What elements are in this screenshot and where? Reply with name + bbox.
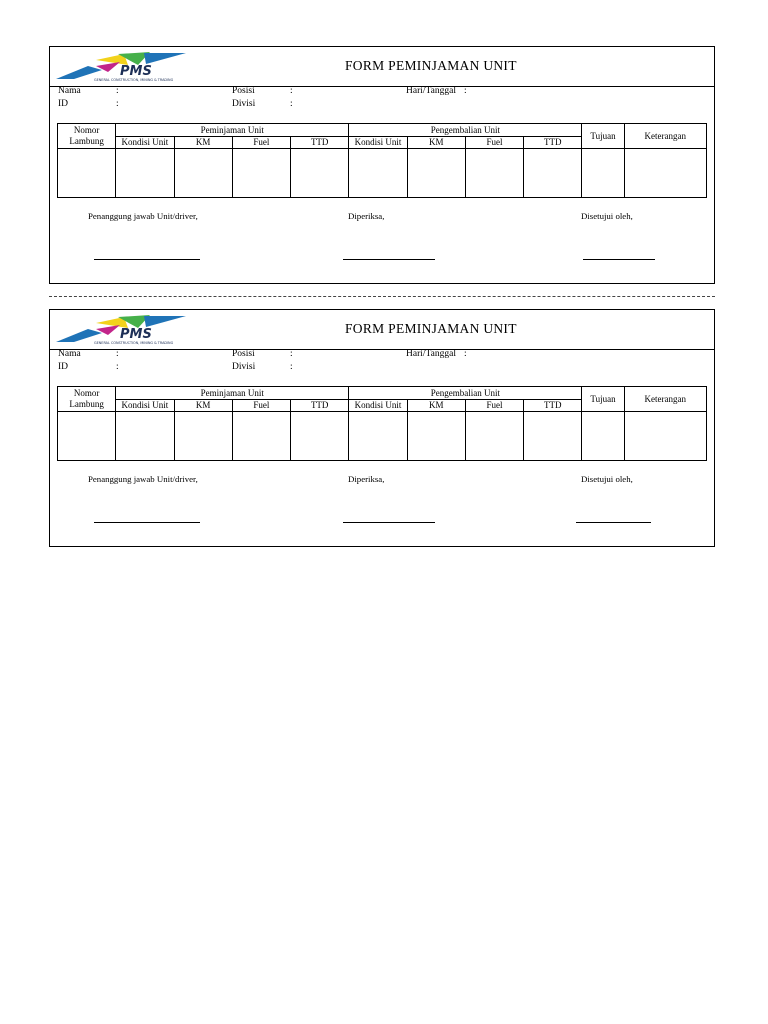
id-colon: : xyxy=(116,362,119,372)
purpose-cell[interactable] xyxy=(582,412,624,461)
loan-header: Peminjaman Unit xyxy=(116,124,349,137)
date-label: Hari/Tanggal xyxy=(406,86,456,96)
return-signature-header: TTD xyxy=(524,400,582,412)
date-colon: : xyxy=(464,86,467,96)
loan-signature-cell[interactable] xyxy=(291,149,349,198)
return-signature-cell[interactable] xyxy=(524,412,582,461)
id-label: ID xyxy=(58,99,69,109)
loan-header: Peminjaman Unit xyxy=(116,387,349,400)
division-label: Divisi xyxy=(232,99,256,109)
hull-number-cell[interactable] xyxy=(58,149,116,198)
driver-signature-line xyxy=(94,259,200,260)
loan-km-header: KM xyxy=(174,400,232,412)
form-title: FORM PEMINJAMAN UNIT xyxy=(345,321,517,336)
loan-fuel-cell[interactable] xyxy=(232,412,290,461)
driver-signature-label: Penanggung jawab Unit/driver, xyxy=(88,211,198,221)
notes-header: Keterangan xyxy=(624,124,706,149)
return-fuel-header: Fuel xyxy=(465,137,523,149)
loan-signature-header: TTD xyxy=(291,137,349,149)
return-signature-header: TTD xyxy=(524,137,582,149)
return-km-header: KM xyxy=(407,137,465,149)
name-colon: : xyxy=(116,86,119,96)
loan-table xyxy=(57,123,707,198)
checked-by-signature-line xyxy=(343,522,435,523)
checked-by-label: Diperiksa, xyxy=(348,474,385,484)
return-fuel-header: Fuel xyxy=(465,400,523,412)
position-colon: : xyxy=(290,349,293,359)
name-colon: : xyxy=(116,349,119,359)
name-label: Nama xyxy=(58,86,81,96)
id-colon: : xyxy=(116,99,119,109)
svg-text:GENERAL CONSTRUCTION, MINING &: GENERAL CONSTRUCTION, MINING & TRADING xyxy=(94,341,174,345)
loan-signature-header: TTD xyxy=(291,400,349,412)
approved-by-signature-line xyxy=(583,259,655,260)
loan-km-cell[interactable] xyxy=(174,149,232,198)
loan-form xyxy=(49,309,715,547)
loan-condition-header: Kondisi Unit xyxy=(116,137,174,149)
id-label: ID xyxy=(58,362,69,372)
loan-form xyxy=(49,46,715,284)
return-km-header: KM xyxy=(407,400,465,412)
division-label: Divisi xyxy=(232,362,256,372)
purpose-header: Tujuan xyxy=(582,124,624,149)
hull-number-header: Nomor Lambung xyxy=(58,387,116,412)
date-label: Hari/Tanggal xyxy=(406,349,456,359)
division-colon: : xyxy=(290,99,293,109)
position-label: Posisi xyxy=(232,86,255,96)
svg-text:PMS: PMS xyxy=(120,327,152,342)
driver-signature-line xyxy=(94,522,200,523)
return-condition-cell[interactable] xyxy=(349,149,407,198)
return-condition-header: Kondisi Unit xyxy=(349,400,407,412)
checked-by-label: Diperiksa, xyxy=(348,211,385,221)
loan-condition-cell[interactable] xyxy=(116,412,174,461)
form-header xyxy=(50,47,714,87)
return-fuel-cell[interactable] xyxy=(465,149,523,198)
return-km-cell[interactable] xyxy=(407,412,465,461)
cut-line xyxy=(49,296,715,297)
loan-signature-cell[interactable] xyxy=(291,412,349,461)
position-colon: : xyxy=(290,86,293,96)
return-header: Pengembalian Unit xyxy=(349,387,582,400)
notes-header: Keterangan xyxy=(624,387,706,412)
loan-fuel-cell[interactable] xyxy=(232,149,290,198)
return-signature-cell[interactable] xyxy=(524,149,582,198)
return-km-cell[interactable] xyxy=(407,149,465,198)
svg-text:PMS: PMS xyxy=(120,64,152,79)
form-header xyxy=(50,310,714,350)
svg-text:GENERAL CONSTRUCTION, MINING &: GENERAL CONSTRUCTION, MINING & TRADING xyxy=(94,78,174,82)
driver-signature-label: Penanggung jawab Unit/driver, xyxy=(88,474,198,484)
loan-km-cell[interactable] xyxy=(174,412,232,461)
return-header: Pengembalian Unit xyxy=(349,124,582,137)
hull-number-cell[interactable] xyxy=(58,412,116,461)
division-colon: : xyxy=(290,362,293,372)
loan-condition-header: Kondisi Unit xyxy=(116,400,174,412)
approved-by-label: Disetujui oleh, xyxy=(581,474,633,484)
return-condition-header: Kondisi Unit xyxy=(349,137,407,149)
purpose-header: Tujuan xyxy=(582,387,624,412)
pms-logo xyxy=(54,313,206,347)
checked-by-signature-line xyxy=(343,259,435,260)
approved-by-label: Disetujui oleh, xyxy=(581,211,633,221)
pms-logo xyxy=(54,50,206,84)
notes-cell[interactable] xyxy=(624,149,706,198)
loan-fuel-header: Fuel xyxy=(232,137,290,149)
purpose-cell[interactable] xyxy=(582,149,624,198)
date-colon: : xyxy=(464,349,467,359)
loan-km-header: KM xyxy=(174,137,232,149)
position-label: Posisi xyxy=(232,349,255,359)
loan-condition-cell[interactable] xyxy=(116,149,174,198)
name-label: Nama xyxy=(58,349,81,359)
hull-number-header: Nomor Lambung xyxy=(58,124,116,149)
loan-table xyxy=(57,386,707,461)
approved-by-signature-line xyxy=(576,522,651,523)
return-condition-cell[interactable] xyxy=(349,412,407,461)
return-fuel-cell[interactable] xyxy=(465,412,523,461)
form-title: FORM PEMINJAMAN UNIT xyxy=(345,58,517,73)
loan-fuel-header: Fuel xyxy=(232,400,290,412)
notes-cell[interactable] xyxy=(624,412,706,461)
